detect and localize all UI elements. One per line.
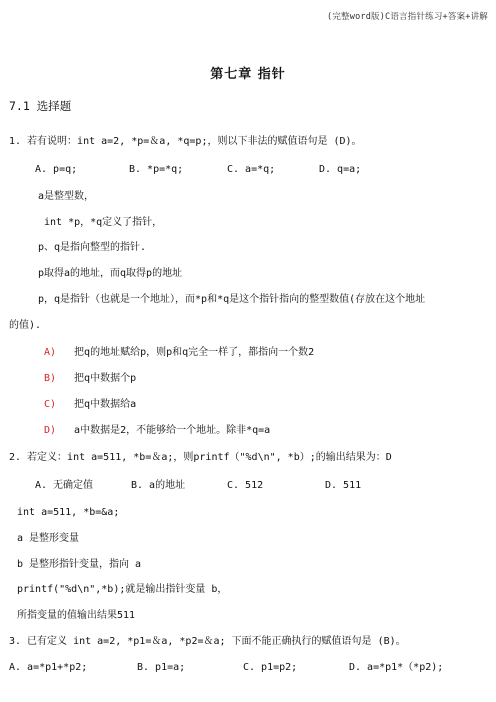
q3-options	[9, 661, 443, 674]
q1-answer-a	[44, 346, 314, 359]
q1-options	[35, 163, 361, 176]
q3-option-a: A. a=*p1+*p2;	[9, 662, 88, 673]
q3-option-c: C. p1=p2;	[243, 662, 298, 673]
answer-label: D)	[44, 425, 57, 436]
q1-explain-line: 的值).	[9, 320, 42, 331]
q2-option-a: A. 无确定值	[35, 480, 94, 491]
q1-explain-line: a是整型数，	[38, 191, 95, 202]
q2-option-d: D. 511	[325, 480, 362, 491]
q3-option-b: B. p1=a;	[137, 662, 186, 673]
q1-option-c: C. a=*q;	[227, 164, 276, 175]
q2-option-c: C. 512	[227, 480, 264, 491]
q1-answer-c	[44, 398, 136, 411]
q2-explain-line: 所指变量的值输出结果511	[17, 610, 136, 621]
q1-explain-line: p，q是指针（也就是一个地址），而*p和*q是这个指针指向的整型数值(存放在这个地址	[38, 294, 426, 305]
answer-label: A)	[44, 347, 57, 358]
q2-option-b: B. a的地址	[131, 480, 186, 491]
q1-explain-line: p取得a的地址，而q取得p的地址	[38, 268, 183, 279]
q2-options	[35, 479, 361, 492]
page-header: (完整word版)C语言指针练习+答案+讲解	[327, 12, 488, 22]
q1-answer-d	[44, 424, 270, 437]
q1-option-d: D. q=a;	[319, 164, 362, 175]
q2-stem: 2. 若定义：int a=511, *b=＆a;，则printf（"%d\n", *b）;的输出结果为：D	[9, 452, 392, 463]
answer-text: 把q中数据给a	[74, 399, 137, 410]
chapter-title: 第七章 指针	[210, 67, 286, 82]
answer-label: B)	[44, 373, 57, 384]
answer-text: a中数据是2，不能够给一个地址。除非*q=a	[74, 425, 271, 436]
q1-answer-b	[44, 372, 136, 385]
q1-explain-line: int *p，*q定义了指针，	[44, 217, 163, 228]
answer-text: 把q的地址赋给p，则p和q完全一样了，都指向一个数2	[74, 347, 315, 358]
answer-text: 把q中数据个p	[74, 373, 137, 384]
q2-explain-line: a 是整形变量	[17, 533, 80, 544]
q1-option-b: B. *p=*q;	[129, 164, 184, 175]
answer-label: C)	[44, 399, 57, 410]
q3-option-d: D. a=*p1*（*p2);	[349, 662, 444, 673]
q1-explain-line: p、q是指向整型的指针.	[38, 242, 147, 253]
q2-explain-line: printf("%d\n",*b);就是输出指针变量 b，	[17, 584, 228, 595]
q2-explain-line: b 是整形指针变量，指向 a	[17, 559, 142, 570]
q1-stem: 1. 若有说明：int a=2, *p=＆a, *q=p;，则以下非法的赋值语句是 (D)。	[9, 136, 362, 147]
section-heading: 7.1 选择题	[9, 99, 72, 113]
q1-option-a: A. p=q;	[35, 164, 78, 175]
q3-stem: 3. 已有定义 int a=2, *p1=＆a, *p2=＆a; 下面不能正确执行的赋值语句是 (B)。	[9, 636, 406, 647]
q2-explain-line: int a=511, *b=&a;	[17, 507, 120, 518]
